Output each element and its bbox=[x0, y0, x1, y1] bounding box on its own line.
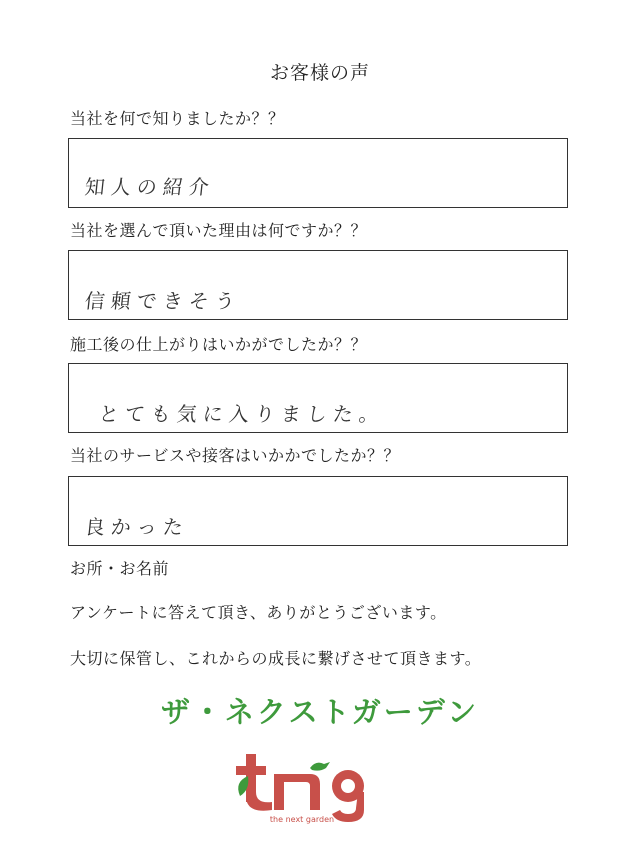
answer-2-handwriting: 信頼できそう bbox=[83, 289, 243, 313]
brand-name: ザ・ネクストガーデン bbox=[160, 695, 480, 729]
question-3-label: 施工後の仕上がりはいかがでしたか？？ bbox=[70, 335, 368, 354]
thanks-line-2: 大切に保管し、これからの成長に繋げさせて頂きます。 bbox=[70, 649, 482, 668]
answer-box-4 bbox=[68, 476, 568, 546]
page-title: お客様の声 bbox=[269, 62, 370, 84]
answer-box-2 bbox=[68, 250, 568, 320]
tng-logo bbox=[232, 752, 382, 824]
answer-1-handwriting: 知人の紹介 bbox=[83, 175, 217, 199]
answer-4-handwriting: 良かった bbox=[83, 515, 191, 539]
thanks-line-1: アンケートに答えて頂き、ありがとうございます。 bbox=[70, 603, 447, 622]
question-4-label: 当社のサービスや接客はいかかでしたか？？ bbox=[70, 446, 401, 465]
question-1-label: 当社を何で知りましたか？？ bbox=[70, 109, 285, 128]
svg-text:the next garden: the next garden bbox=[269, 815, 335, 824]
answer-box-1 bbox=[68, 138, 568, 208]
answer-box-3 bbox=[68, 363, 568, 433]
answer-3-handwriting: とても気に入りました。 bbox=[97, 402, 387, 426]
question-2-label: 当社を選んで頂いた理由は何ですか？？ bbox=[70, 221, 368, 240]
name-address-label: お所・お名前 bbox=[70, 559, 170, 578]
